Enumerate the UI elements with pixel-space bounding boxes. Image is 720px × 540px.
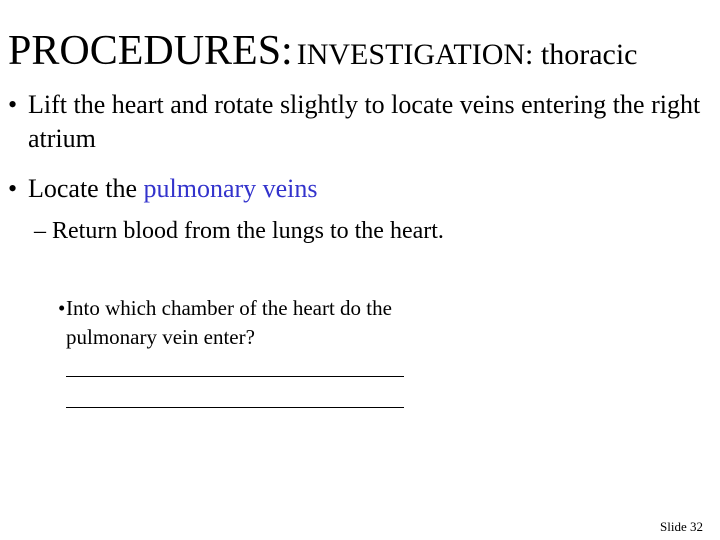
title-main: PROCEDURES: [8,28,293,74]
sub-bullet-marker: – [34,218,46,244]
slide-title [8,30,637,72]
answer-blank-line [66,376,404,377]
slide-number: Slide 32 [660,519,703,534]
answer-blank-line [66,407,404,408]
bullet-marker: • [8,174,18,203]
sub-bullet-item [34,216,444,246]
bullet-text [8,174,318,203]
bullet-item [8,88,708,156]
sub-bullet-text: Return blood from the lungs to the heart. [52,218,444,244]
question-item [58,294,418,352]
question-text: Into which chamber of the heart do the pulmonary vein enter? [66,296,392,349]
pulmonary-veins-highlight: pulmonary veins [143,174,318,203]
bullet-item [8,172,318,206]
title-subtitle: INVESTIGATION: thoracic [296,38,638,71]
bullet-text-prefix: Locate the [28,174,144,203]
bullet-marker: • [8,90,18,119]
question-marker: • [58,296,66,320]
bullet-text: Lift the heart and rotate slightly to locate veins entering the right atrium [28,90,701,153]
